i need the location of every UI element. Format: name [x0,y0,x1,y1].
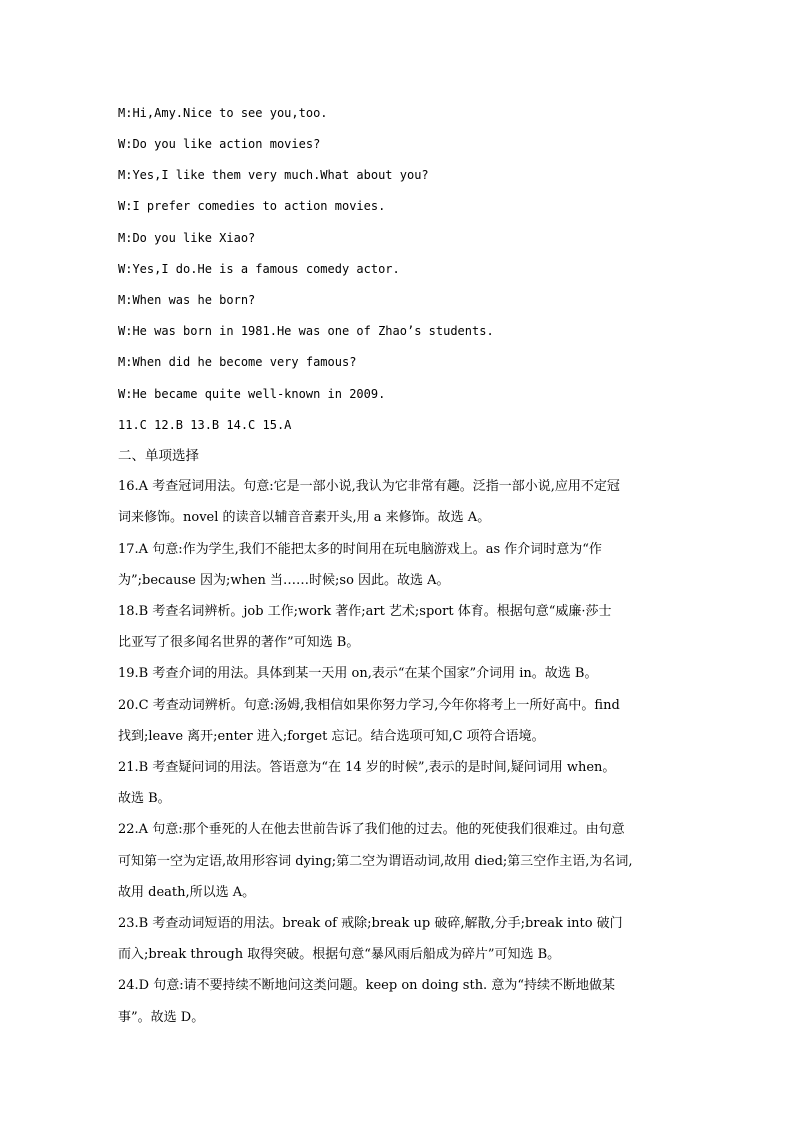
dialogue-line: M:When was he born? [118,293,256,307]
explanation-line: 22.A 句意:那个垂死的人在他去世前告诉了我们他的过去。他的死使我们很难过。由句意 [118,822,625,837]
explanation-line: 词来修饰。novel 的读音以辅音音素开头,用 a 来修饰。故选 A。 [118,510,491,525]
dialogue-line: M:Hi,Amy.Nice to see you,too. [118,106,328,120]
explanation-line: 17.A 句意:作为学生,我们不能把太多的时间用在玩电脑游戏上。as 作介词时意为“作 [118,542,602,557]
explanation-line: 事”。故选 D。 [118,1010,205,1025]
dialogue-line: M:Yes,I like them very much.What about you? [118,168,429,182]
explanation-line: 找到;leave 离开;enter 进入;forget 忘记。结合选项可知,C 项符合语境。 [118,729,545,744]
dialogue-line: W:Yes,I do.He is a famous comedy actor. [118,262,400,276]
explanation-line: 23.B 考查动词短语的用法。break of 戒除;break up 破碎,解散,分手;break into 破门 [118,916,623,931]
dialogue-line: M:Do you like Xiao? [118,231,256,245]
explanation-line: 而入;break through 取得突破。根据句意“暴风雨后船成为碎片”可知选 B。 [118,947,561,962]
explanation-line: 18.B 考查名词辨析。job 工作;work 著作;art 艺术;sport 体育。根据句意“威廉·莎士 [118,604,612,619]
dialogue-line: W:I prefer comedies to action movies. [118,199,386,213]
explanation-line: 故用 death,所以选 A。 [118,885,256,900]
explanation-line: 20.C 考查动词辨析。句意:汤姆,我相信如果你努力学习,今年你将考上一所好高中。find [118,698,620,713]
section-title: 二、单项选择 [118,448,199,464]
explanation-line: 16.A 考查冠词用法。句意:它是一部小说,我认为它非常有趣。泛指一部小说,应用不定冠 [118,479,620,494]
explanation-line: 21.B 考查疑问词的用法。答语意为“在 14 岁的时候”,表示的是时间,疑问词用 when。 [118,760,616,775]
explanation-line: 比亚写了很多闻名世界的著作”可知选 B。 [118,635,360,650]
dialogue-line: W:He was born in 1981.He was one of Zhao’s students. [118,324,494,338]
explanation-line: 可知第一空为定语,故用形容词 dying;第二空为谓语动词,故用 died;第三空作主语,为名词, [118,854,633,869]
explanation-line: 为”;because 因为;when 当……时候;so 因此。故选 A。 [118,573,450,588]
dialogue-line: M:When did he become very famous? [118,355,357,369]
explanation-line: 19.B 考查介词的用法。具体到某一天用 on,表示“在某个国家”介词用 in。故选 B。 [118,666,598,681]
dialogue-line: W:He became quite well-known in 2009. [118,387,386,401]
dialogue-line: W:Do you like action movies? [118,137,321,151]
listening-answers: 11.C 12.B 13.B 14.C 15.A [118,418,292,432]
explanation-line: 24.D 句意:请不要持续不断地问这类问题。keep on doing sth. 意为“持续不断地做某 [118,978,615,993]
explanation-line: 故选 B。 [118,791,171,806]
